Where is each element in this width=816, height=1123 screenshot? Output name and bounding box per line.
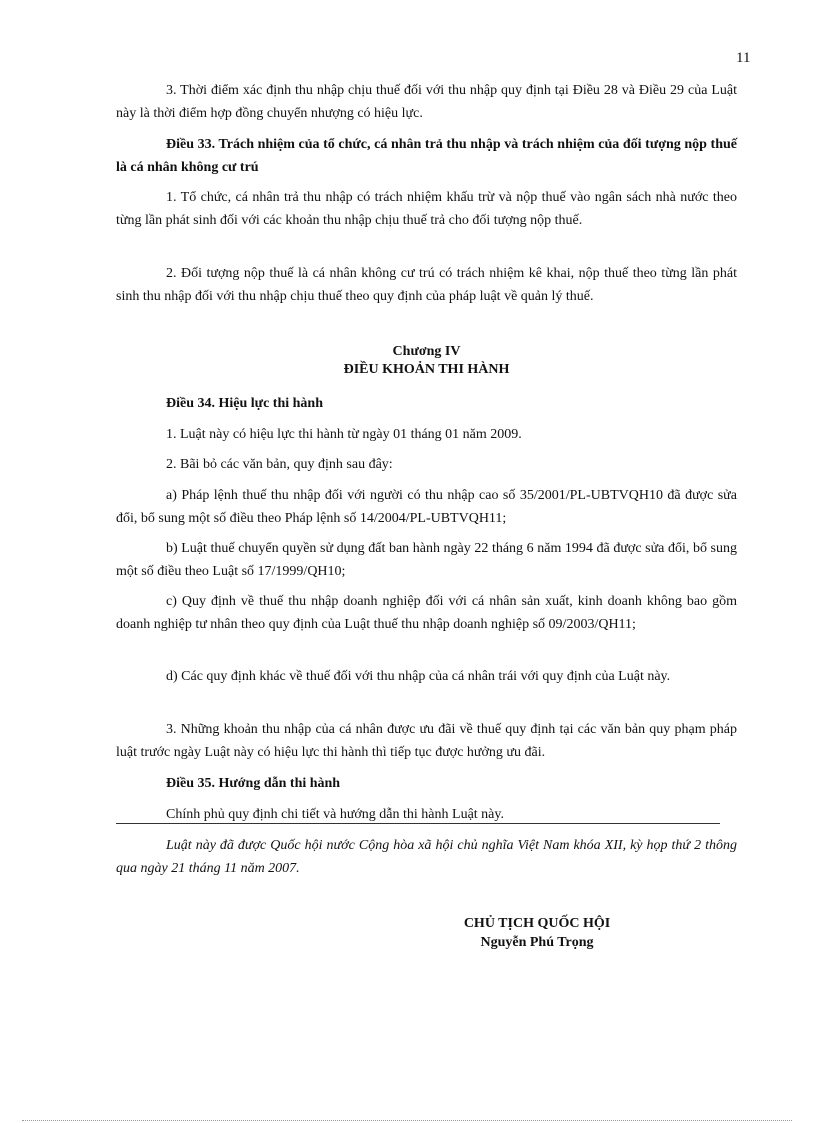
article-34-title [116, 392, 737, 415]
paragraph-art34-2 [116, 453, 737, 476]
closing-text: Luật này đã được Quốc hội nước Cộng hòa xã hội chủ nghĩa Việt Nam khóa XII, kỳ họp thứ 2 thông qua ngày 21 tháng 11 năm 2007. [116, 838, 737, 876]
paragraph-text: 2. Đối tượng nộp thuế là cá nhân không cư trú có trách nhiệm kê khai, nộp thuế theo từng lần phát sinh thu nhập đối với thu nhập chịu thuế theo quy định của pháp luật về quản lý thuế. [116, 266, 737, 304]
paragraph-text: c) Quy định về thuế thu nhập doanh nghiệp đối với cá nhân sản xuất, kinh doanh không bao gồm doanh nghiệp tư nhân theo quy định của Luật thuế thu nhập doanh nghiệp số 09/2003/QH11; [116, 594, 737, 632]
page-bottom-border [22, 1120, 792, 1121]
closing-statement [116, 834, 737, 880]
divider-line [116, 823, 720, 824]
paragraph-text: b) Luật thuế chuyển quyền sử dụng đất ban hành ngày 22 tháng 6 năm 1994 đã được sửa đổi, bổ sung một số điều theo Luật số 17/1999/QH10; [116, 541, 737, 579]
signature-block [452, 914, 622, 952]
paragraph-text: 3. Những khoản thu nhập của cá nhân được ưu đãi về thuế quy định tại các văn bản quy phạm pháp luật trước ngày Luật này có hiệu lực thi hành thì tiếp tục được hưởng ưu đãi. [116, 722, 737, 760]
chapter-number: Chương IV [392, 344, 461, 359]
paragraph-art34-3 [116, 718, 737, 764]
paragraph-art32-3 [116, 79, 737, 125]
paragraph-art34-2a [116, 484, 737, 530]
paragraph-text: a) Pháp lệnh thuế thu nhập đối với người có thu nhập cao số 35/2001/PL-UBTVQH10 đã được sửa đổi, bổ sung một số điều theo Pháp lệnh số 14/2004/PL-UBTVQH11; [116, 488, 737, 526]
paragraph-art34-2c [116, 590, 737, 636]
paragraph-text: Chính phủ quy định chi tiết và hướng dẫn thi hành Luật này. [166, 807, 504, 822]
paragraph-art34-1 [116, 423, 737, 446]
article-33-title [116, 133, 737, 179]
paragraph-text: 1. Luật này có hiệu lực thi hành từ ngày 01 tháng 01 năm 2009. [166, 427, 522, 442]
paragraph-art33-2 [116, 262, 737, 308]
article-title-text: Điều 34. Hiệu lực thi hành [166, 396, 323, 411]
page-number: 11 [736, 50, 751, 66]
paragraph-art34-2d [116, 665, 737, 688]
paragraph-art34-2b [116, 537, 737, 583]
signature-title: CHỦ TỊCH QUỐC HỘI [463, 916, 611, 931]
paragraph-text: 3. Thời điểm xác định thu nhập chịu thuế đối với thu nhập quy định tại Điều 28 và Điều 29 của Luật này là thời điểm hợp đồng chuyển nhượng có hiệu lực. [116, 83, 737, 121]
document-page [116, 0, 751, 1123]
article-35-title [116, 772, 737, 795]
paragraph-art33-1 [116, 186, 737, 232]
chapter-heading [116, 343, 737, 379]
paragraph-text: 1. Tổ chức, cá nhân trả thu nhập có trách nhiệm khấu trừ và nộp thuế vào ngân sách nhà nước theo từng lần phát sinh đối với các khoản thu nhập chịu thuế trả cho đối tượng nộp thuế. [116, 190, 737, 228]
chapter-title: ĐIỀU KHOẢN THI HÀNH [343, 362, 510, 377]
paragraph-text: d) Các quy định khác về thuế đối với thu nhập của cá nhân trái với quy định của Luật này. [166, 669, 671, 684]
article-title-text: Điều 35. Hướng dẫn thi hành [166, 776, 341, 791]
signature-name: Nguyễn Phú Trọng [480, 935, 594, 950]
paragraph-text: 2. Bãi bỏ các văn bản, quy định sau đây: [166, 457, 393, 472]
article-title-text: Điều 33. Trách nhiệm của tổ chức, cá nhân trả thu nhập và trách nhiệm của đối tượng nộp thuế là cá nhân không cư trú [116, 137, 737, 175]
